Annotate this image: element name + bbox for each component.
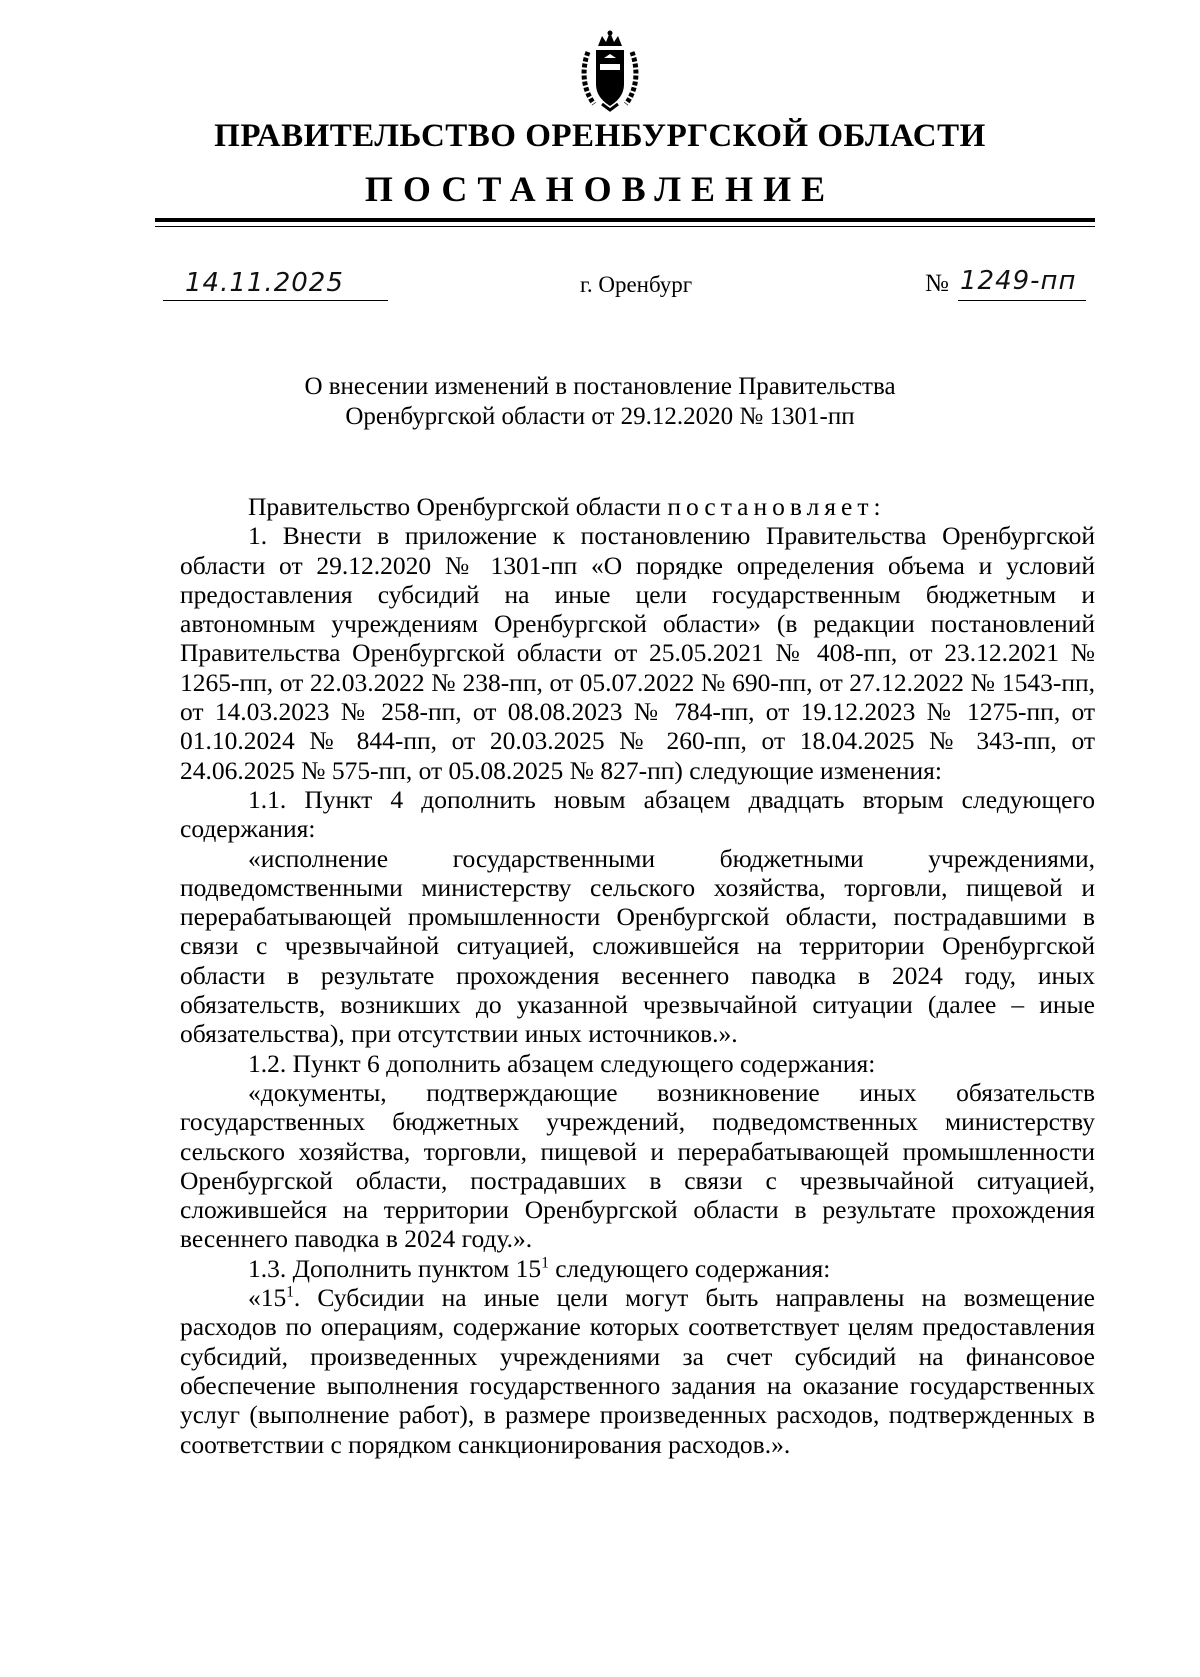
header-rule-thick bbox=[155, 218, 1095, 222]
paragraph-1: 1. Внести в приложение к постановлению Правительства Оренбургской области от 29.12.2020 № 1301-пп «О порядке определения объема и условий предоставления субсидий на иные цели государственным бюджетным и автономным учреждениям Оренбургской области» (в редакции постановлений Правительства Оренбургской области от 25.05.2021 № 408-пп, от 23.12.2021 № 1265-пп, от 22.03.2022 № 238-пп, от 05.07.2022 № 690-пп, от 27.12.2022 № 1543-пп, от 14.03.2023 № 258-пп, от 08.08.2023 № 784-пп, от 19.12.2023 № 1275-пп, от 01.10.2024 № 844-пп, от 20.03.2025 № 260-пп, от 18.04.2025 № 343-пп, от 24.06.2025 № 575-пп, от 05.08.2025 № 827-пп) следующие изменения: bbox=[180, 521, 1095, 785]
paragraph-1-3: 1.3. Дополнить пунктом $15^1$ следующего содержания: bbox=[248, 1253, 831, 1283]
paragraph-1-3-quote: «$15^1$. Субсидии на иные цели могут быть направлены на возмещение расходов по операциям, содержание которых соответствует целям предоставления субсидий, произведенных учреждениями за счет субсидий на финансовое обеспечение выполнения государственного задания на оказание государственных услуг (выполнение работ), в размере произведенных расходов, подтвержденных в соответствии с порядком санкционирования расходов.». bbox=[180, 1283, 1095, 1459]
document-body bbox=[180, 492, 1095, 1459]
document-type: ПОСТАНОВЛЕНИЕ bbox=[364, 169, 836, 209]
intro-paragraph: Правительство Оренбургской области постановляет: bbox=[248, 492, 886, 521]
document-date: 14.11.2025 bbox=[185, 268, 344, 298]
government-name: ПРАВИТЕЛЬСТВО ОРЕНБУРГСКОЙ ОБЛАСТИ bbox=[214, 118, 986, 154]
subject-line-1: О внесении изменений в постановление Правительства bbox=[304, 373, 896, 400]
paragraph-1-2-quote: «документы, подтверждающие возникновение иных обязательств государственных бюджетных учреждений, подведомственных министерству сельского хозяйства, торговли, пищевой и перерабатывающей промышленности Оренбургской области, пострадавших в связи с чрезвычайной ситуацией, сложившейся на территории Оренбургской области в результате прохождения весеннего паводка в 2024 году.». bbox=[180, 1077, 1095, 1254]
paragraph-1-1: 1.1. Пункт 4 дополнить новым абзацем двадцать вторым следующего содержания: bbox=[180, 784, 1095, 844]
number-underline bbox=[958, 300, 1086, 301]
subject-line-2: Оренбургской области от 29.12.2020 № 1301-пп bbox=[345, 403, 855, 430]
city: г. Оренбург bbox=[580, 272, 693, 297]
number-sign: № bbox=[925, 270, 949, 297]
document-number: 1249-пп bbox=[960, 266, 1077, 296]
coat-of-arms-icon bbox=[580, 30, 640, 112]
header-rule-thin bbox=[155, 226, 1095, 227]
paragraph-1-2: 1.2. Пункт 6 дополнить абзацем следующего содержания: bbox=[248, 1048, 876, 1078]
paragraph-1-1-quote: «исполнение государственными бюджетными учреждениями, подведомственными министерству сельского хозяйства, торговли, пищевой и перерабатывающей промышленности Оренбургской области, пострадавшими в связи с чрезвычайной ситуацией, сложившейся на территории Оренбургской области в результате прохождения весеннего паводка в 2024 году, иных обязательств, возникших до указанной чрезвычайной ситуации (далее – иные обязательства), при отсутствии иных источников.». bbox=[180, 843, 1095, 1049]
date-underline bbox=[163, 300, 388, 301]
document-subject bbox=[0, 372, 1200, 432]
